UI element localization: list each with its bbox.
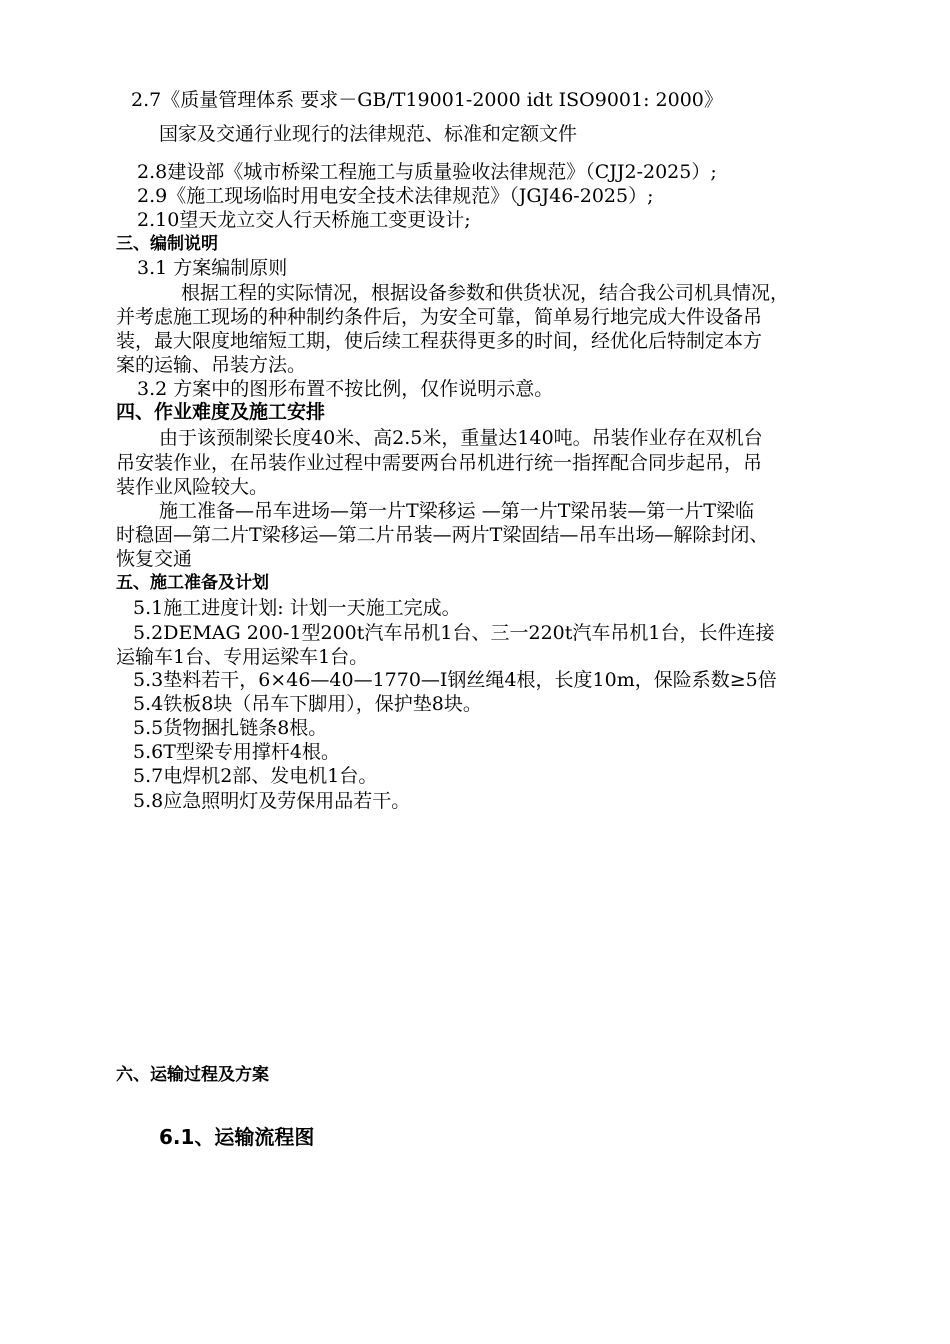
laws-line: 国家及交通行业现行的法律规范、标准和定额文件 [159, 123, 578, 145]
section-3-paragraph-line: 装，最大限度地缩短工期，使后续工程获得更多的时间，经优化后特制定本方 [116, 330, 763, 352]
section-4-flow-line: 恢复交通 [116, 548, 193, 570]
ref-2-9: 2.9《施工现场临时用电安全技术法律规范》（JGJ46-2025）; [137, 185, 654, 207]
subsection-3-2: 3.2 方案中的图形布置不按比例，仅作说明示意。 [137, 378, 554, 400]
section-5-heading: 五、施工准备及计划 [116, 573, 269, 593]
section-4-heading: 四、作业难度及施工安排 [116, 401, 326, 423]
item-5-1: 5.1施工进度计划: 计划一天施工完成。 [133, 597, 461, 619]
section-6-heading: 六、运输过程及方案 [116, 1065, 269, 1085]
section-4-paragraph-line: 装作业风险较大。 [116, 476, 269, 498]
item-5-2: 5.2DEMAG 200-1型200t汽车吊机1台、三一220t汽车吊机1台，长件连接 [133, 622, 775, 644]
ref-2-10: 2.10望天龙立交人行天桥施工变更设计; [137, 209, 471, 231]
section-3-heading: 三、编制说明 [116, 234, 218, 254]
item-5-5: 5.5货物捆扎链条8根。 [133, 717, 328, 739]
item-5-8: 5.8应急照明灯及劳保用品若干。 [133, 790, 411, 812]
subsection-3-1: 3.1 方案编制原则 [137, 257, 288, 279]
subsection-6-1: 6.1、运输流程图 [159, 1125, 315, 1149]
section-4-paragraph-line: 由于该预制梁长度40米、高2.5米，重量达140吨。吊装作业存在双机台 [159, 427, 763, 449]
item-5-2-cont: 运输车1台、专用运梁车1台。 [116, 646, 369, 668]
section-4-flow-line: 时稳固—第二片T梁移运—第二片吊装—两片T梁固结—吊车出场—解除封闭、 [116, 524, 769, 546]
ref-2-8: 2.8建设部《城市桥梁工程施工与质量验收法律规范》（CJJ2-2025）; [137, 161, 717, 183]
section-3-paragraph-line: 并考虑施工现场的种种制约条件后，为安全可靠，简单易行地完成大件设备吊 [116, 306, 763, 328]
section-3-paragraph-line: 案的运输、吊装方法。 [116, 354, 307, 376]
section-3-paragraph-line: 根据工程的实际情况，根据设备参数和供货状况，结合我公司机具情况， [181, 282, 790, 304]
item-5-3: 5.3垫料若干，6×46—40—1770—I钢丝绳4根，长度10m，保险系数≥5倍 [133, 669, 777, 691]
ref-2-7: 2.7《质量管理体系 要求－GB/T19001-2000 idt ISO9001: 2000》 [131, 89, 723, 111]
section-4-paragraph-line: 吊安装作业，在吊装作业过程中需要两台吊机进行统一指挥配合同步起吊，吊 [116, 452, 763, 474]
item-5-6: 5.6T型梁专用撑杆4根。 [133, 741, 340, 763]
item-5-7: 5.7电焊机2部、发电机1台。 [133, 765, 378, 787]
section-4-flow-line: 施工准备—吊车进场—第一片T梁移运 —第一片T梁吊装—第一片T梁临 [159, 500, 755, 522]
item-5-4: 5.4铁板8块（吊车下脚用），保护垫8块。 [133, 693, 482, 715]
